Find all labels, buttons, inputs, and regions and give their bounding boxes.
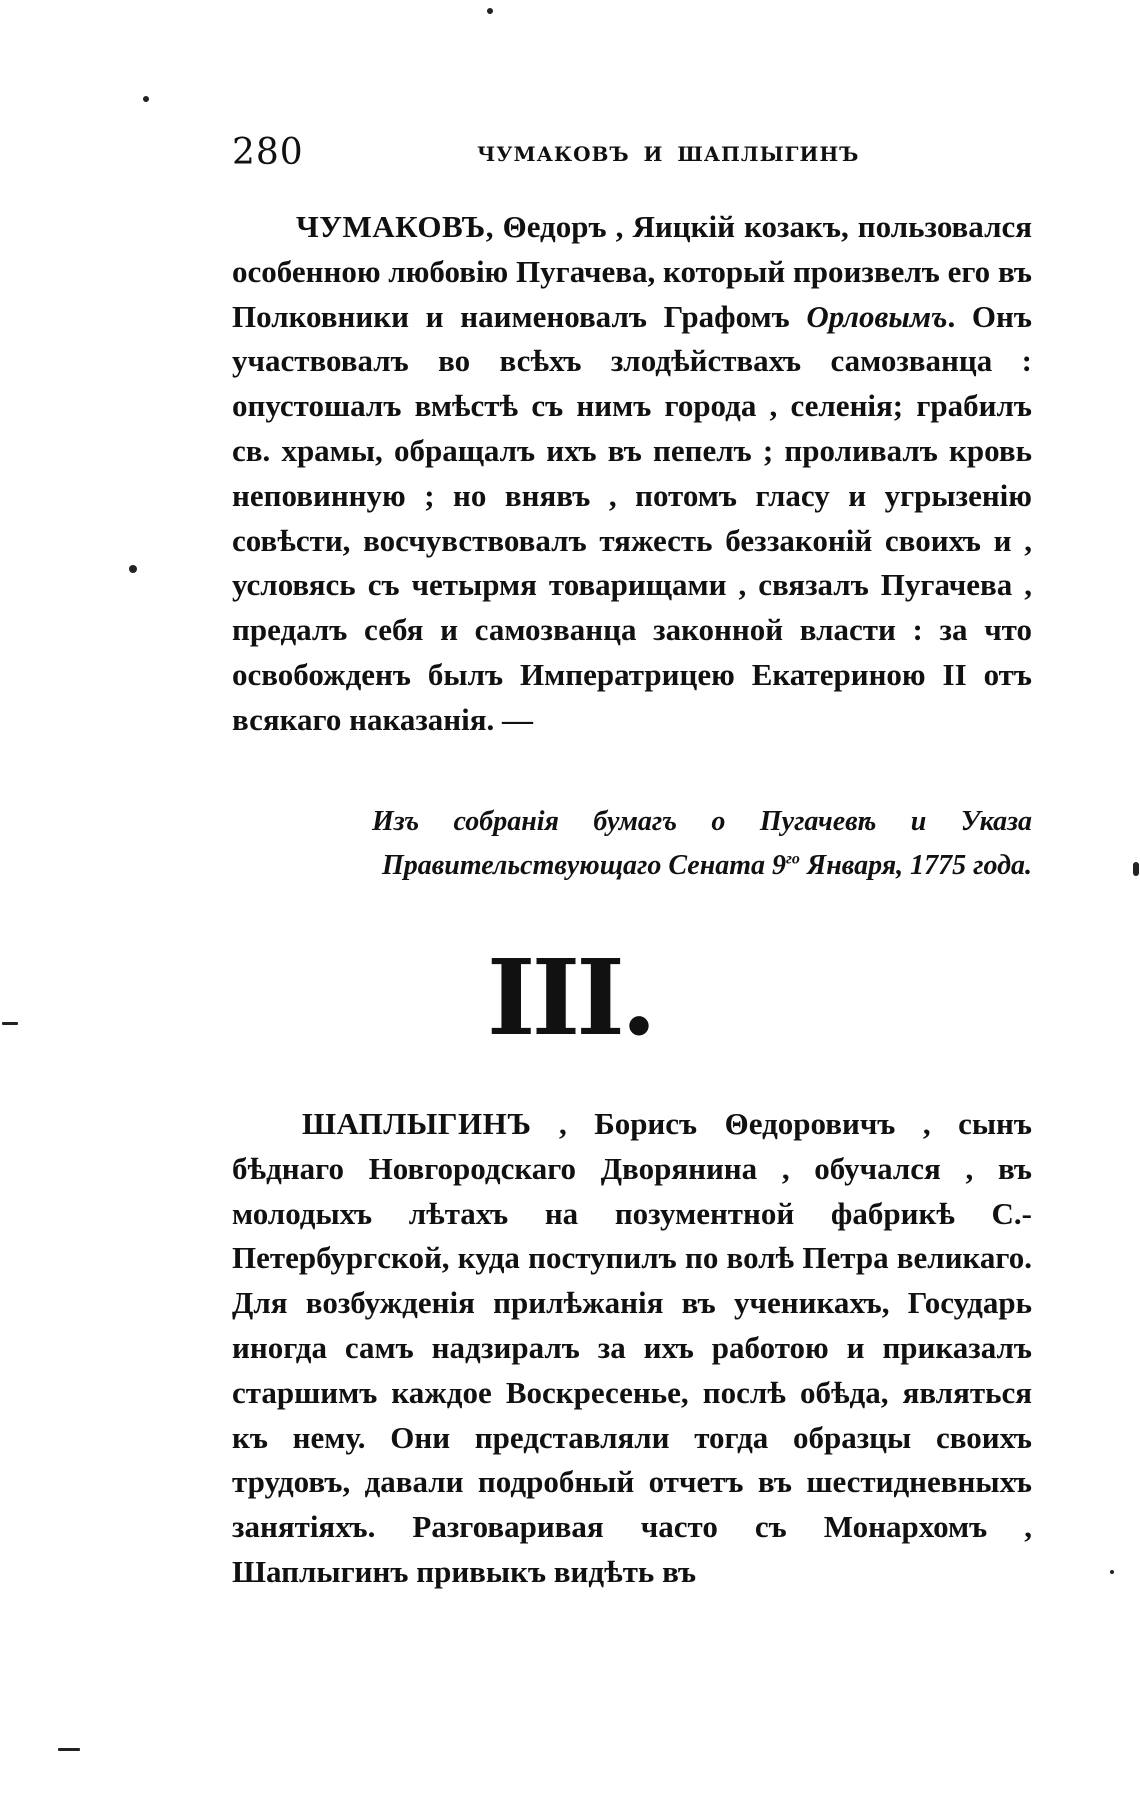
section-numeral: III. bbox=[486, 936, 654, 1059]
page-header bbox=[232, 132, 1032, 182]
entry-chumakov bbox=[232, 205, 1032, 743]
scan-speck bbox=[129, 565, 137, 573]
source-text-after: Января, 1775 года. bbox=[799, 850, 1032, 881]
running-head: ЧУМАКОВЪ И ШАПЛЫГИНЪ bbox=[477, 142, 860, 166]
source-citation bbox=[372, 800, 1032, 888]
entry-shaplygin bbox=[232, 1102, 1032, 1595]
scan-speck bbox=[1133, 862, 1139, 876]
entry-shaplygin-paragraph bbox=[232, 1102, 1032, 1595]
scan-speck bbox=[58, 1748, 80, 1751]
source-text-before: Изъ собранія бумагъ о Пугачевѣ и Указа Правительствующаго Сената 9 bbox=[372, 806, 1032, 881]
page-number: 280 bbox=[232, 132, 304, 173]
source-superscript: го bbox=[786, 850, 800, 868]
entry-chumakov-surname: ЧУМАКОВЪ bbox=[296, 209, 486, 244]
entry-chumakov-text-1: , Θедоръ , Яицкій козакъ, пользовался особенною любовію Пугачева, который произвелъ его въ Полковники и наименовалъ Графомъ bbox=[232, 209, 1032, 334]
entry-chumakov-text-2: . Онъ участвовалъ во всѣхъ злодѣйствахъ самозванца : опустошалъ вмѣстѣ съ нимъ города , селенія; грабилъ св. храмы, обращалъ ихъ въ пепелъ ; проливалъ кровь неповинную ; но внявъ , потомъ гласу и угрызенію совѣсти, восчувствовалъ тяжесть беззаконій своихъ и , условясь съ четырмя товарищами , связалъ Пугачева , предалъ себя и самозванца законной власти : за что освобожденъ былъ Императрицею Екатериною II отъ всякаго наказанія. — bbox=[232, 298, 1032, 737]
entry-chumakov-italic-name: Орловымъ bbox=[806, 298, 948, 334]
scan-speck bbox=[487, 8, 493, 14]
scan-speck bbox=[2, 1022, 18, 1025]
scan-speck bbox=[1110, 1570, 1114, 1574]
entry-shaplygin-text: , Борисъ Θедоровичъ , сынъ бѣднаго Новгородскаго Дворянина , обучался , въ молодыхъ лѣтахъ на позументной фабрикѣ С.-Петербургской, куда поступилъ по волѣ Петра великаго. Для возбужденія прилѣжанія въ ученикахъ, Государь иногда самъ надзиралъ за ихъ работою и приказалъ старшимъ каждое Воскресенье, послѣ обѣда, являться къ нему. Они представляли тогда образцы своихъ трудовъ, давали подробный отчетъ въ шестидневныхъ занятіяхъ. Разговаривая часто съ Монархомъ , Шаплыгинъ привыкъ видѣть въ bbox=[232, 1106, 1032, 1589]
scan-speck bbox=[143, 96, 149, 102]
entry-shaplygin-surname: ШАПЛЫГИНЪ bbox=[302, 1106, 532, 1141]
entry-chumakov-paragraph bbox=[232, 205, 1032, 743]
